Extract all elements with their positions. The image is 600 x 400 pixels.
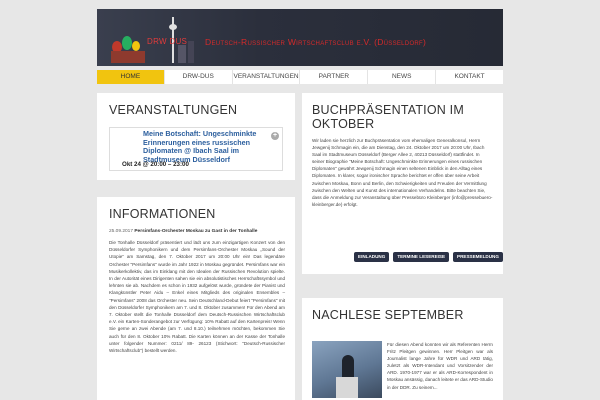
nav-item-news[interactable]: NEWS (368, 70, 436, 84)
nav-item-drw-dus[interactable]: DRW-DUS (165, 70, 233, 84)
expand-plus-icon[interactable]: + (272, 132, 278, 139)
article-date: 25.09.2017 (109, 229, 134, 234)
buchpraesentation-body: Wir laden sie herzlich zur Buchpräsentation vom ehemaligen Generalkonsul, Herrn Jewgenij Schmagin ein, die am Dienstag, den 24. Oktober 2017 um 20:00 Uhr, Ibach Saal im Stadtmuseum Düsseldorf (Berger Allee 2, 40213 Düsseldorf) stattfindet. In seiner Biographie "Meine Botschaft: Ungeschminkte Erinnerungen eines russischen Diplomaten" gewährt Jewgenij Schmagin einen seltenen Einblick in den Alltag eines Diplomaten. In klarer, sogar ironischer Sprache berichtet er offen über seine Arbeit zwischen Moskau, Bonn und Berlin, den Schwierigkeiten und Freuden der Vermittlung zwischen den Welten und Kunst des internationalen Verhandelns. Bitte beachten Sie, dass die Anmeldung zur Veranstaltung über Pressebüro Kleinberger (info@pressebuero-kleinberger.de) erfolgt. (312, 138, 493, 207)
termine-lesereise-button[interactable]: TERMINE LESEREISE (393, 252, 449, 262)
nav-item-kontakt[interactable]: KONTAKT (454, 73, 485, 80)
buchpraesentation-heading: BUCHPRÄSENTATION IM OKTOBER (312, 103, 464, 131)
event-item[interactable] (109, 127, 283, 171)
event-date: Okt 24 @ 20:00 – 23:00 (122, 161, 189, 168)
nav-item-veranstaltungen[interactable]: VERANSTALTUNGEN (233, 70, 301, 84)
article-headline[interactable]: Persimfans-Orchester Moskau zu Gast in der Tonhalle (134, 229, 258, 234)
buchpraesentation-buttons (354, 252, 503, 262)
main-nav (97, 70, 503, 84)
podium (336, 377, 358, 398)
buchpraesentation-panel (302, 93, 503, 274)
pressemeldung-button[interactable]: PRESSEMELDUNG (453, 252, 503, 262)
veranstaltungen-panel (97, 93, 295, 180)
event-title-link[interactable]: Meine Botschaft: Ungeschminkte Erinnerungen eines russischen Diplomaten @ Ibach Saal im Stadtmuseum Düsseldorf (143, 129, 257, 164)
site-banner (97, 9, 503, 66)
article-body: Die Tonhalle Düsseldorf präsentiert und lädt uns zum einzigartigen Konzert von den Düsseldorfer Symphonikern und dem Persimfans-Orchester Moskau „Sound der Utopie“ am Samstag, den 7. Oktober 2017 um 20:00 Uhr ein! Das legendäre Orchester "Persimfans" wurde im Jahr 1922 in Moskau gegründet. Persimfans war ein Musikerkollektiv, das im Einklang mit den Idealen der Russischen Revolution spielte. In der Autorität eines Dirigenten sahen sie ein absolutistisches Herrschaftssymbol und lehnten sie ab. Nachdem es schon in 1932 aufgelöst wurde, gründete der Pianist und Klangkünstler Peter Aidu – Enkel eines Mitglieds des originalen Ensembles – "Persimfans" 2008 das Orchester neu. Sein Deutschland-Debut feiert "Persimfans" mit den Düsseldorfer Symphonikern am 7. und 8. Oktober zusammen! Für den Abend am 7. Oktober stellt die Tonhalle Düsseldorf dem Deutsch-Russischen Wirtschaftsclub e.V. ein Karten-Sonderangebot zur Verfügung: 10% Rabatt auf den Kartenpreis! Wenn Sie gerne an zwei Abende (am 7. und 8.10.) teilnehmen möchten, bekommen Sie auch für den 8. Oktober 10% Rabatt. Die Karten können an der Kasse der Tonhalle unter folgender Nummer: 0211/ 89- 26123 (Stichwort: "Deutsch-Russischer Wirtschaftsclub") bestellt werden. (109, 240, 285, 354)
article-meta (109, 229, 285, 234)
informationen-heading: INFORMATIONEN (109, 207, 216, 221)
nachlese-body: Für diesen Abend konnten wir als Referenten Herrn Fritz Pleitgen gewinnen. Herr Pleitgen war als Journalist lange Jahre für WDR und ARD tätig, zuletzt als WDR-Intendant und Vorsitzender der ARD. 1970-1977 war er als ARD-Korrespondent in Moskau ansässig, danach leitete er das ARD-Studio in der DDR. Zu seinem... (387, 342, 493, 390)
einladung-button[interactable]: EINLADUNG (354, 252, 389, 262)
nav-item-home[interactable]: HOME (97, 70, 165, 84)
veranstaltungen-heading: VERANSTALTUNGEN (109, 103, 238, 117)
informationen-panel (97, 197, 295, 400)
logo-text: DRW DUS (147, 37, 188, 46)
site-name: Deutsch-Russischer Wirtschaftsclub e.V. (Düsseldorf) (205, 37, 427, 47)
nachlese-heading: NACHLESE SEPTEMBER (312, 308, 464, 322)
nav-item-partner[interactable]: PARTNER (300, 70, 368, 84)
nachlese-panel (302, 298, 503, 400)
speaker-photo[interactable] (312, 341, 382, 398)
